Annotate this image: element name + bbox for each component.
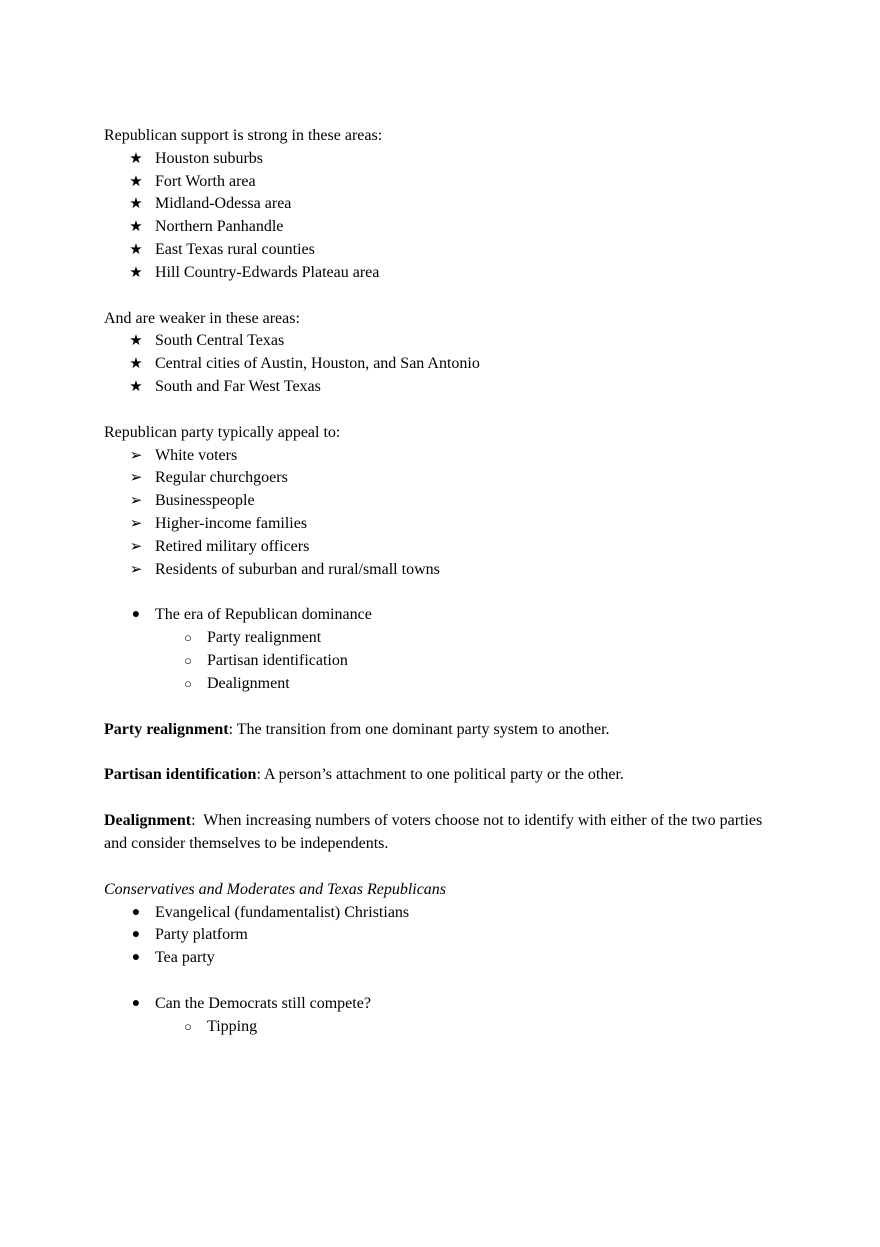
list-item-text: Retired military officers <box>155 537 310 555</box>
list-item <box>104 330 776 353</box>
list-item <box>104 148 776 171</box>
support-weak-heading: And are weaker in these areas: <box>104 309 300 327</box>
list-item <box>104 171 776 194</box>
definition-party-realignment <box>104 719 776 742</box>
definition-separator: : <box>191 812 196 830</box>
weak-areas-list <box>104 330 776 398</box>
democrats-list <box>104 993 776 1016</box>
circle-bullet-icon: ○ <box>184 675 192 691</box>
list-item-text: Hill Country-Edwards Plateau area <box>155 263 380 281</box>
list-item <box>104 559 776 582</box>
spacer <box>104 856 776 879</box>
list-item-text: Regular churchgoers <box>155 469 288 487</box>
spacer <box>104 741 776 764</box>
list-item-text: South and Far West Texas <box>155 377 321 395</box>
appeal-heading: Republican party typically appeal to: <box>104 423 341 441</box>
appeal-list <box>104 445 776 582</box>
strong-areas-list <box>104 148 776 285</box>
list-item <box>104 536 776 559</box>
list-item <box>104 604 776 627</box>
dot-bullet-icon: ● <box>131 607 141 623</box>
list-item <box>104 353 776 376</box>
spacer <box>104 970 776 993</box>
spacer <box>104 285 776 308</box>
list-item <box>104 947 776 970</box>
star-bullet-icon: ★ <box>129 241 143 258</box>
star-bullet-icon: ★ <box>129 173 143 190</box>
arrow-bullet-icon: ➢ <box>129 493 143 510</box>
star-bullet-icon: ★ <box>129 333 143 350</box>
list-item-text: The era of Republican dominance <box>155 606 372 624</box>
list-item <box>104 673 776 696</box>
list-item-text: Evangelical (fundamentalist) Christians <box>155 903 410 921</box>
list-item <box>104 627 776 650</box>
definition-separator: : <box>228 720 234 738</box>
list-item <box>104 490 776 513</box>
list-item <box>104 924 776 947</box>
spacer <box>104 787 776 810</box>
definition-dealignment <box>104 810 776 856</box>
list-item <box>104 513 776 536</box>
era-list <box>104 604 776 627</box>
spacer <box>104 399 776 422</box>
list-item <box>104 993 776 1016</box>
arrow-bullet-icon: ➢ <box>129 538 143 555</box>
list-item <box>104 193 776 216</box>
list-item-text: Tipping <box>207 1017 258 1035</box>
democrats-sublist <box>104 1016 776 1039</box>
list-item <box>104 239 776 262</box>
list-item <box>104 376 776 399</box>
list-item <box>104 445 776 468</box>
list-item-text: East Texas rural counties <box>155 240 315 258</box>
star-bullet-icon: ★ <box>129 264 143 281</box>
circle-bullet-icon: ○ <box>184 652 192 668</box>
list-item-text: Party realignment <box>207 629 322 647</box>
list-item-text: Central cities of Austin, Houston, and San Antonio <box>155 355 480 373</box>
definition-text: When increasing numbers of voters choose not to identify with either of the two parties and consider themselves to be independents. <box>104 812 767 852</box>
list-item-text: Partisan identification <box>207 651 348 669</box>
list-item-text: Dealignment <box>207 674 290 692</box>
list-item <box>104 216 776 239</box>
list-item <box>104 1016 776 1039</box>
star-bullet-icon: ★ <box>129 219 143 236</box>
dot-bullet-icon: ● <box>131 995 141 1011</box>
list-item-text: Northern Panhandle <box>155 218 284 236</box>
arrow-bullet-icon: ➢ <box>129 470 143 487</box>
dot-bullet-icon: ● <box>131 950 141 966</box>
list-item-text: Houston suburbs <box>155 149 264 167</box>
spacer <box>104 581 776 604</box>
list-item-text: Can the Democrats still compete? <box>155 994 371 1012</box>
list-item-text: Party platform <box>155 926 248 944</box>
definition-text: A person’s attachment to one political party or the other. <box>260 766 624 784</box>
circle-bullet-icon: ○ <box>184 1018 192 1034</box>
arrow-bullet-icon: ➢ <box>129 447 143 464</box>
list-item <box>104 262 776 285</box>
arrow-bullet-icon: ➢ <box>129 561 143 578</box>
definition-text: The transition from one dominant party system to another. <box>233 720 610 738</box>
list-item <box>104 650 776 673</box>
support-strong-heading: Republican support is strong in these areas: <box>104 127 383 144</box>
star-bullet-icon: ★ <box>129 356 143 373</box>
list-item <box>104 467 776 490</box>
definition-partisan-identification <box>104 764 776 787</box>
list-item-text: Higher-income families <box>155 514 308 532</box>
definition-term: Party realignment <box>104 720 229 738</box>
circle-bullet-icon: ○ <box>184 630 192 646</box>
spacer <box>104 696 776 719</box>
list-item-text: Fort Worth area <box>155 172 256 190</box>
arrow-bullet-icon: ➢ <box>129 515 143 532</box>
list-item-text: Tea party <box>155 949 215 967</box>
list-item-text: Residents of suburban and rural/small towns <box>155 560 440 578</box>
era-sublist <box>104 627 776 695</box>
list-item <box>104 902 776 925</box>
star-bullet-icon: ★ <box>129 196 143 213</box>
definition-term: Dealignment <box>104 812 192 830</box>
dot-bullet-icon: ● <box>131 927 141 943</box>
conservatives-heading: Conservatives and Moderates and Texas Republicans <box>104 880 447 898</box>
list-item-text: South Central Texas <box>155 332 285 350</box>
star-bullet-icon: ★ <box>129 150 143 167</box>
list-item-text: Businesspeople <box>155 492 255 510</box>
document-body <box>104 125 776 1039</box>
definition-term: Partisan identification <box>104 766 257 784</box>
dot-bullet-icon: ● <box>131 904 141 920</box>
list-item-text: White voters <box>155 446 238 464</box>
list-item-text: Midland-Odessa area <box>155 195 292 213</box>
star-bullet-icon: ★ <box>129 378 143 395</box>
conservatives-list <box>104 902 776 970</box>
definition-separator: : <box>256 766 261 784</box>
